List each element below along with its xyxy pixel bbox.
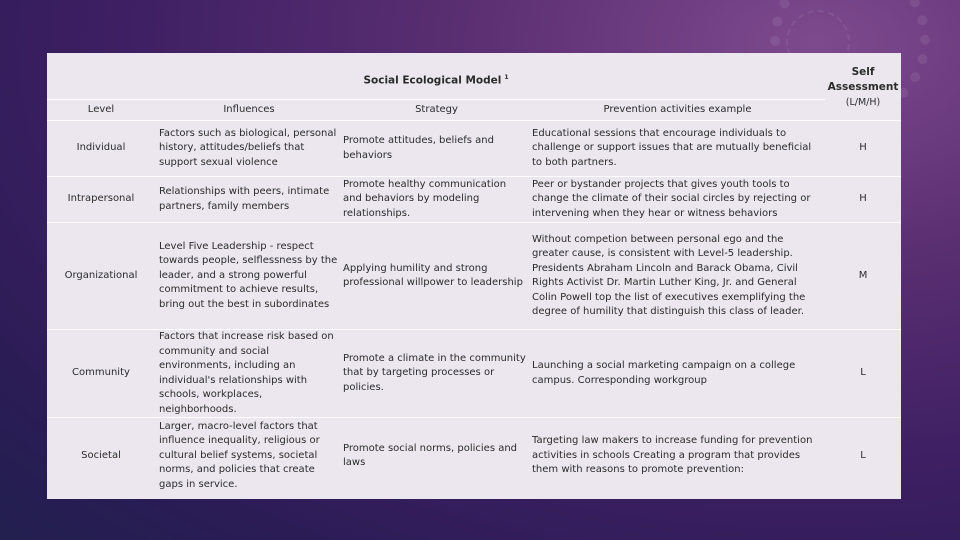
- level-cell: Intrapersonal: [47, 177, 155, 223]
- rating-cell: M: [825, 223, 901, 330]
- header-prevention: Prevention activities example: [530, 100, 825, 121]
- strategy-cell: Promote social norms, policies and laws: [343, 418, 530, 495]
- header-strategy: Strategy: [343, 100, 530, 121]
- title-footnote-ref: 1: [504, 73, 509, 81]
- strategy-cell: Promote attitudes, beliefs and behaviors: [343, 121, 530, 177]
- prevention-cell: Without competion between personal ego and the greater cause, is consistent with Level-5 leadership. Presidents Abraham Lincoln and Barack Obama, Civil Rights Activist Dr. Martin Luther King, Jr. and General Colin Powell top the list of executives exemplifying the degree of humility that distinguish this class of leader.: [530, 223, 825, 330]
- influences-cell: Level Five Leadership - respect towards people, selflessness by the leader, and a strong powerful commitment to achieve results, bring out the best in subordinates: [155, 223, 343, 330]
- prevention-cell: Targeting law makers to increase funding for prevention activities in schools Creating a program that provides them with reasons to promote prevention:: [530, 418, 825, 495]
- prevention-cell: Peer or bystander projects that gives youth tools to change the climate of their social circles by rejecting or intervening when they hear or witness behaviors: [530, 177, 825, 223]
- self-assessment-header: [825, 53, 901, 121]
- table-title-cell: [47, 53, 825, 100]
- header-level: Level: [47, 100, 155, 121]
- header-influences: Influences: [155, 100, 343, 121]
- table-row: [47, 418, 901, 495]
- column-header-row: [47, 100, 901, 121]
- influences-cell: Factors such as biological, personal history, attitudes/beliefs that support sexual violence: [155, 121, 343, 177]
- self-assessment-scale: (L/M/H): [845, 97, 881, 108]
- strategy-cell: Applying humility and strong professional willpower to leadership: [343, 223, 530, 330]
- prevention-cell: Launching a social marketing campaign on a college campus. Corresponding workgroup: [530, 330, 825, 418]
- slide-table-panel: [47, 53, 901, 499]
- rating-cell: H: [825, 177, 901, 223]
- prevention-cell: Educational sessions that encourage individuals to challenge or support issues that are mutually beneficial to both partners.: [530, 121, 825, 177]
- influences-cell: Relationships with peers, intimate partners, family members: [155, 177, 343, 223]
- table-title-row: [47, 53, 901, 100]
- table-row: [47, 223, 901, 330]
- rating-cell: L: [825, 418, 901, 495]
- level-cell: Organizational: [47, 223, 155, 330]
- table-row: [47, 330, 901, 418]
- level-cell: Individual: [47, 121, 155, 177]
- influences-cell: Factors that increase risk based on community and social environments, including an individual's relationships with schools, workplaces, neighborhoods.: [155, 330, 343, 418]
- table-row: [47, 177, 901, 223]
- level-cell: Community: [47, 330, 155, 418]
- strategy-cell: Promote healthy communication and behaviors by modeling relationships.: [343, 177, 530, 223]
- rating-cell: H: [825, 121, 901, 177]
- social-ecological-model-table: [47, 53, 901, 494]
- strategy-cell: Promote a climate in the community that by targeting processes or policies.: [343, 330, 530, 418]
- self-assessment-label: Self Assessment: [827, 66, 899, 93]
- rating-cell: L: [825, 330, 901, 418]
- level-cell: Societal: [47, 418, 155, 495]
- table-row: [47, 121, 901, 177]
- influences-cell: Larger, macro-level factors that influence inequality, religious or cultural belief systems, societal norms, and policies that create gaps in service.: [155, 418, 343, 495]
- table-title: Social Ecological Model: [363, 74, 502, 86]
